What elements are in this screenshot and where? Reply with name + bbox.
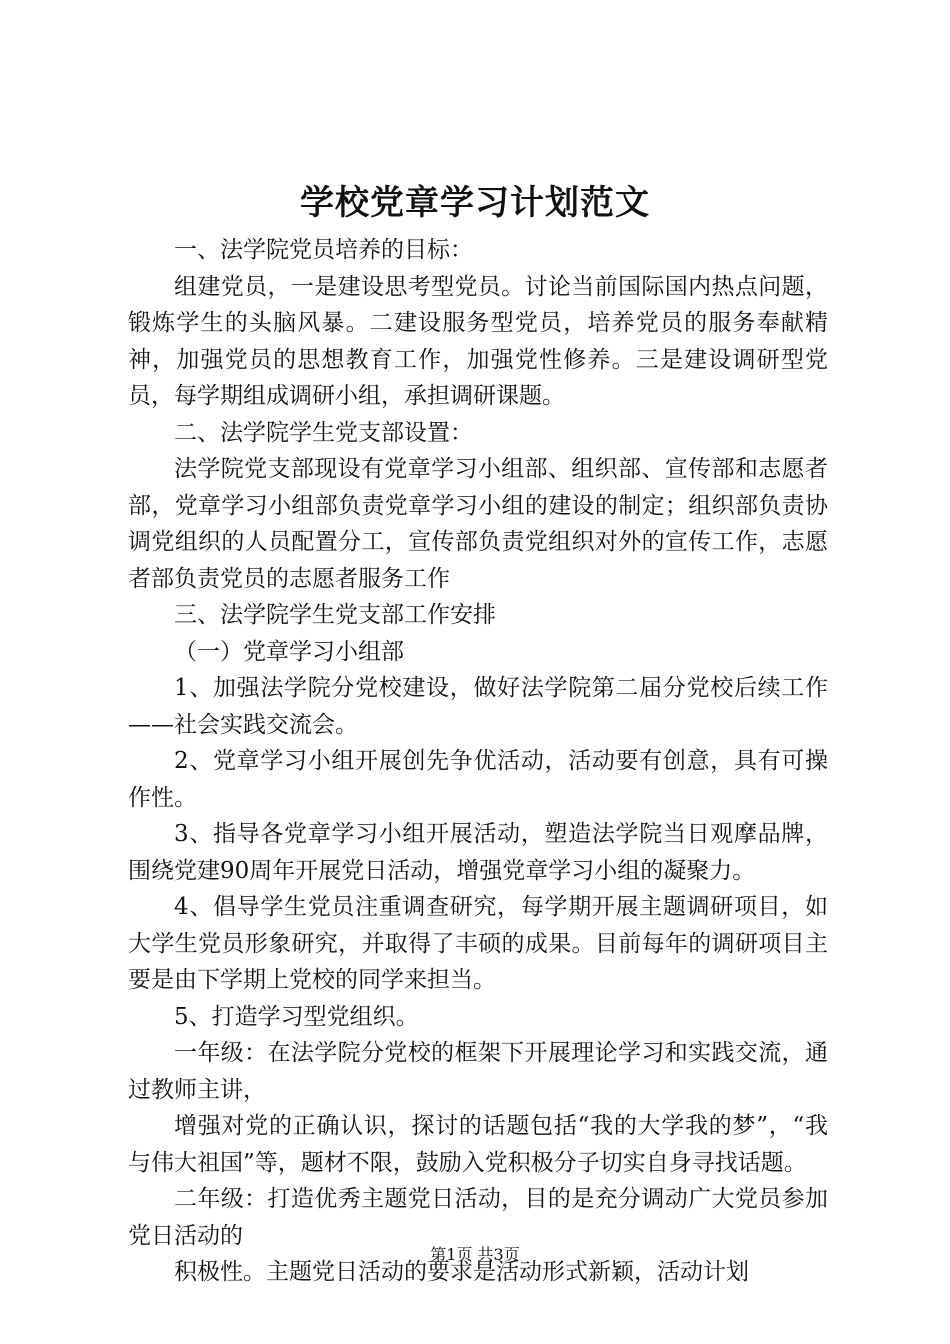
paragraph: 三、法学院学生党支部工作安排 [174, 602, 496, 628]
paragraph: 4、倡导学生党员注重调查研究，每学期开展主题调研项目，如大学生党员形象研究，并取得了丰硕的成果。目前每年的调研项目主要是由下学期上党校的同学来担当。 [128, 894, 828, 993]
paragraph: 2、党章学习小组开展创先争优活动，活动要有创意，具有可操作性。 [128, 748, 828, 811]
paragraph: （一）党章学习小组部 [174, 638, 404, 665]
page-number-footer: 第1页 共3页 [430, 1245, 520, 1264]
document-body [128, 232, 828, 1291]
paragraph: 增强对党的正确认识，探讨的话题包括“我的大学我的梦”，“我与伟大祖国”等，题材不限，鼓励入党积极分子切实自身寻找话题。 [128, 1113, 828, 1176]
paragraph: 5、打造学习型党组织。 [174, 1003, 419, 1030]
paragraph: 1、加强法学院分党校建设，做好法学院第二届分党校后续工作——社会实践交流会。 [128, 675, 828, 738]
paragraph: 3、指导各党章学习小组开展活动，塑造法学院当日观摩品牌，围绕党建90周年开展党日活动，增强党章学习小组的凝聚力。 [128, 821, 828, 884]
paragraph: 组建党员，一是建设思考型党员。讨论当前国际国内热点问题，锻炼学生的头脑风暴。二建设服务型党员，培养党员的服务奉献精神，加强党员的思想教育工作，加强党性修养。三是建设调研型党员，每学期组成调研小组，承担调研课题。 [128, 273, 828, 409]
paragraph: 一年级：在法学院分党校的框架下开展理论学习和实践交流，通过教师主讲， [128, 1040, 828, 1103]
paragraph: 法学院党支部现设有党章学习小组部、组织部、宣传部和志愿者部，党章学习小组部负责党章学习小组的建设的制定；组织部负责协调党组织的人员配置分工，宣传部负责党组织对外的宣传工作，志愿者部负责党员的志愿者服务工作 [128, 456, 828, 592]
paragraph: 二、法学院学生党支部设置： [174, 419, 473, 446]
paragraph: 二年级：打造优秀主题党日活动，目的是充分调动广大党员参加党日活动的 [128, 1186, 828, 1249]
paragraph: 积极性。主题党日活动的要求是活动形式新颖，活动计划 [174, 1259, 749, 1285]
document-title: 学校党章学习计划范文 [300, 183, 650, 223]
paragraph: 一、法学院党员培养的目标： [174, 237, 473, 263]
